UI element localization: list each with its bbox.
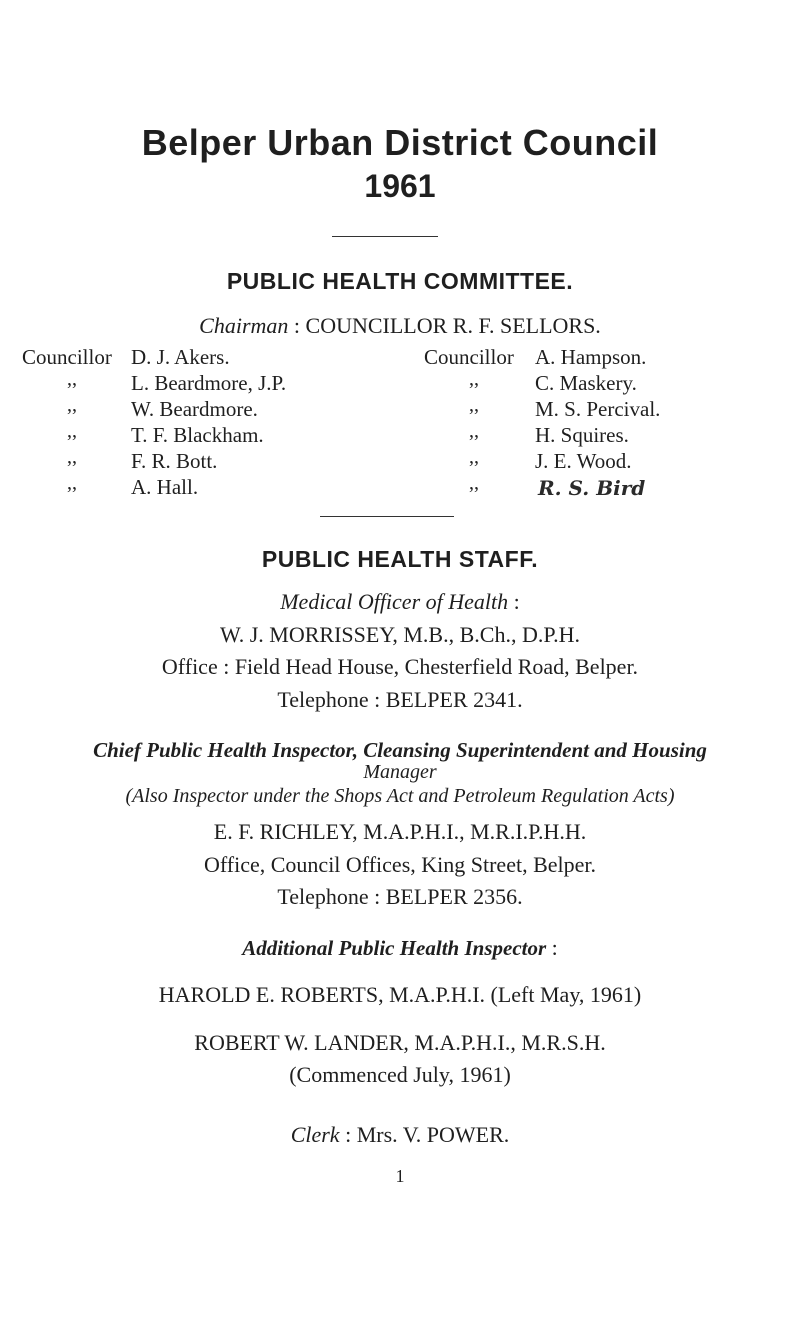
ditto-mark: ,, xyxy=(67,420,77,442)
moh-telephone: Telephone : BELPER 2341. xyxy=(277,687,523,712)
additional-inspector-label-line xyxy=(0,935,800,961)
chairman-label: Chairman xyxy=(199,313,289,338)
committee-member: H. Squires. xyxy=(535,423,629,447)
ditto-mark: ,, xyxy=(469,472,479,494)
ditto-mark: ,, xyxy=(469,394,479,416)
chief-inspector-office: Office, Council Offices, King Street, Belper. xyxy=(203,852,597,877)
additional-inspector-colon: : xyxy=(551,935,558,960)
report-year: 1961 xyxy=(364,168,436,204)
inspector-roberts: HAROLD E. ROBERTS, M.A.P.H.I. (Left May, 1961) xyxy=(158,982,642,1007)
chief-inspector-title-2: Manager xyxy=(363,761,437,783)
committee-member: C. Maskery. xyxy=(535,371,637,395)
committee-member: A. Hall. xyxy=(131,475,199,499)
committee-member: L. Beardmore, J.P. xyxy=(131,371,287,395)
inspector-lander-commenced: (Commenced July, 1961) xyxy=(289,1062,511,1087)
clerk-line xyxy=(0,1122,800,1148)
moh-name: W. J. MORRISSEY, M.B., B.Ch., D.P.H. xyxy=(219,622,581,647)
councillor-label-left: Councillor xyxy=(22,345,112,369)
chief-inspector-title: Chief Public Health Inspector, Cleansing Superintendent and Housing xyxy=(93,738,707,762)
chief-inspector-telephone: Telephone : BELPER 2356. xyxy=(277,884,523,909)
moh-label: Medical Officer of Health xyxy=(280,589,509,614)
committee-member: T. F. Blackham. xyxy=(131,423,264,447)
committee-member: D. J. Akers. xyxy=(131,345,230,369)
chief-inspector-name: E. F. RICHLEY, M.A.P.H.I., M.R.I.P.H.H. xyxy=(213,819,587,844)
chairman-line xyxy=(0,313,800,339)
clerk-label: Clerk xyxy=(290,1122,340,1147)
staff-heading: PUBLIC HEALTH STAFF. xyxy=(261,546,539,572)
committee-member: F. R. Bott. xyxy=(131,449,218,473)
council-title: Belper Urban District Council xyxy=(141,122,659,163)
committee-member: J. E. Wood. xyxy=(535,449,632,473)
ditto-mark: ,, xyxy=(67,446,77,468)
clerk-name: : Mrs. V. POWER. xyxy=(345,1122,510,1147)
additional-inspector-label: Additional Public Health Inspector xyxy=(242,936,547,960)
page-number: 1 xyxy=(395,1166,405,1186)
title-divider xyxy=(332,236,438,237)
chairman-name: : COUNCILLOR R. F. SELLORS. xyxy=(293,313,601,338)
committee-divider xyxy=(320,516,454,517)
ditto-mark: ,, xyxy=(469,420,479,442)
committee-heading: PUBLIC HEALTH COMMITTEE. xyxy=(226,268,574,294)
handwritten-member: R. S. Bird xyxy=(538,476,646,500)
inspector-lander: ROBERT W. LANDER, M.A.P.H.I., M.R.S.H. xyxy=(194,1030,606,1055)
committee-member: A. Hampson. xyxy=(535,345,647,369)
councillor-label-right: Councillor xyxy=(424,345,514,369)
ditto-mark: ,, xyxy=(67,368,77,390)
moh-office: Office : Field Head House, Chesterfield Road, Belper. xyxy=(161,654,639,679)
ditto-mark: ,, xyxy=(469,446,479,468)
moh-label-line xyxy=(0,589,800,615)
committee-member: W. Beardmore. xyxy=(131,397,258,421)
ditto-mark: ,, xyxy=(67,472,77,494)
ditto-mark: ,, xyxy=(469,368,479,390)
ditto-mark: ,, xyxy=(67,394,77,416)
chief-inspector-subtitle: (Also Inspector under the Shops Act and Petroleum Regulation Acts) xyxy=(125,785,675,807)
committee-member: M. S. Percival. xyxy=(535,397,661,421)
moh-colon: : xyxy=(513,589,520,614)
